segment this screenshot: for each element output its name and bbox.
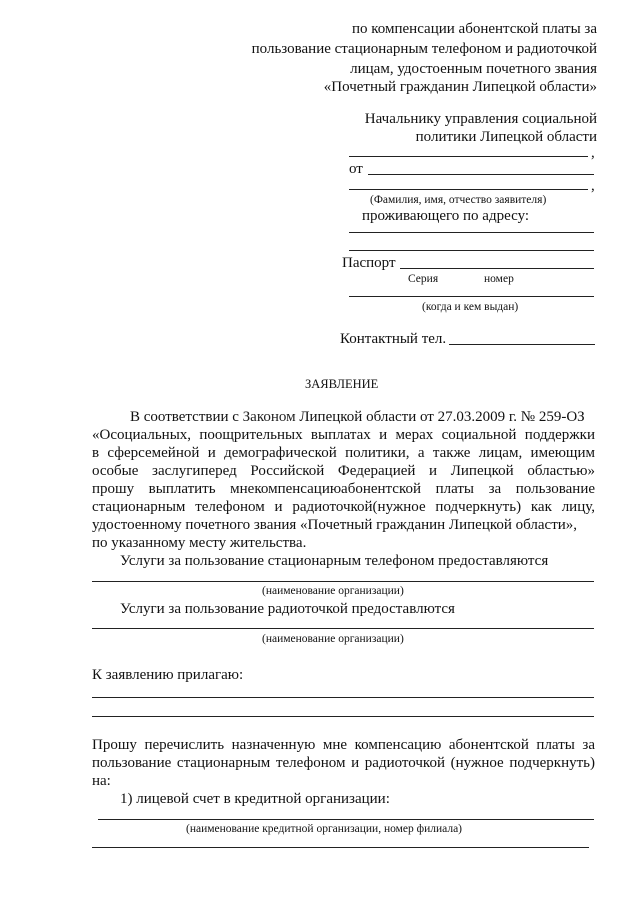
paragraph-line-7: удостоенному почетного звания «Почетный гражданин Липецкой области»,	[92, 517, 578, 533]
document-title: ЗАЯВЛЕНИЕ	[305, 377, 379, 391]
item-1: 1) лицевой счет в кредитной организации:	[120, 791, 390, 807]
address-label: проживающего по адресу:	[362, 208, 530, 224]
radio-services-label: Услуги за пользование радиоточкой предоставлются	[120, 601, 455, 617]
phone-org-field[interactable]	[92, 581, 594, 582]
transfer-paragraph	[92, 736, 595, 772]
paragraph-line-1	[130, 408, 585, 426]
paragraph-body	[92, 426, 595, 516]
paragraph-line-8: по указанному месту жительства.	[92, 535, 307, 551]
addressee-blank-line[interactable]	[349, 156, 588, 157]
paragraph-line-3: в сферсемейной и демографической политики, а также лицам, имеющим	[92, 445, 595, 461]
header-line-3: лицам, удостоенным почетного звания	[350, 61, 597, 77]
addressee-line-2: политики Липецкой области	[415, 129, 597, 145]
comma-mark-2: ,	[591, 178, 595, 194]
bank-caption: (наименование кредитной организации, номер филиала)	[186, 823, 463, 835]
address-field-2[interactable]	[349, 250, 594, 251]
number-label: номер	[484, 273, 514, 285]
issued-caption: (когда и кем выдан)	[422, 301, 519, 313]
phone-field[interactable]	[449, 344, 595, 345]
header-line-1: по компенсации абонентской платы за	[351, 21, 597, 37]
p1-rest: Липецкой области от 27.03.2009 г. № 259-ОЗ	[295, 409, 585, 425]
passport-field[interactable]	[400, 268, 594, 269]
header-line-2: пользование стационарным телефоном и радиоточкой	[251, 41, 597, 57]
paragraph-line-6: стационарным телефоном и радиоточкой(нужное подчеркнуть) как лицу,	[92, 499, 595, 515]
series-label: Серия	[408, 273, 439, 285]
fio-caption: (Фамилия, имя, отчество заявителя)	[370, 194, 547, 206]
bank-field[interactable]	[98, 819, 594, 820]
address-field-1[interactable]	[349, 232, 594, 233]
attach-field-1[interactable]	[92, 697, 594, 698]
attach-field-2[interactable]	[92, 716, 594, 717]
paragraph-line-2: «Осоциальных, поощрительных выплатах и мерах социальной поддержки	[92, 427, 595, 443]
comma-mark: ,	[591, 145, 595, 161]
fio-field[interactable]	[349, 189, 588, 190]
from-field[interactable]	[368, 174, 594, 175]
p1-start: В соответствии с	[130, 409, 243, 425]
transfer-line-1: Прошу перечислить назначенную мне компенсацию абонентской платы за	[92, 737, 595, 753]
transfer-line-3: на:	[92, 773, 111, 789]
attach-label: К заявлению прилагаю:	[92, 667, 244, 683]
header-line-4: «Почетный гражданин Липецкой области»	[323, 79, 597, 95]
bank-field-2[interactable]	[92, 847, 589, 848]
addressee-line-1: Начальнику управления социальной	[364, 111, 597, 127]
phone-services-label: Услуги за пользование стационарным телефоном предоставляются	[120, 553, 549, 569]
paragraph-line-4: особые заслугиперед Российской Федерацией и Липецкой областью»	[92, 463, 595, 479]
law-link[interactable]: Законом	[242, 409, 296, 425]
org-caption-1: (наименование организации)	[262, 585, 404, 597]
phone-label: Контактный тел.	[340, 331, 447, 347]
from-label: от	[349, 161, 363, 177]
transfer-line-2: пользование стационарным телефоном и радиоточкой (нужное подчеркнуть)	[92, 755, 595, 771]
paragraph-line-5: прошу выплатить мнекомпенсациюабонентской платы за пользование	[92, 481, 595, 497]
radio-org-field[interactable]	[92, 628, 594, 629]
issued-field[interactable]	[349, 296, 594, 297]
org-caption-2: (наименование организации)	[262, 633, 404, 645]
passport-label: Паспорт	[342, 255, 396, 271]
